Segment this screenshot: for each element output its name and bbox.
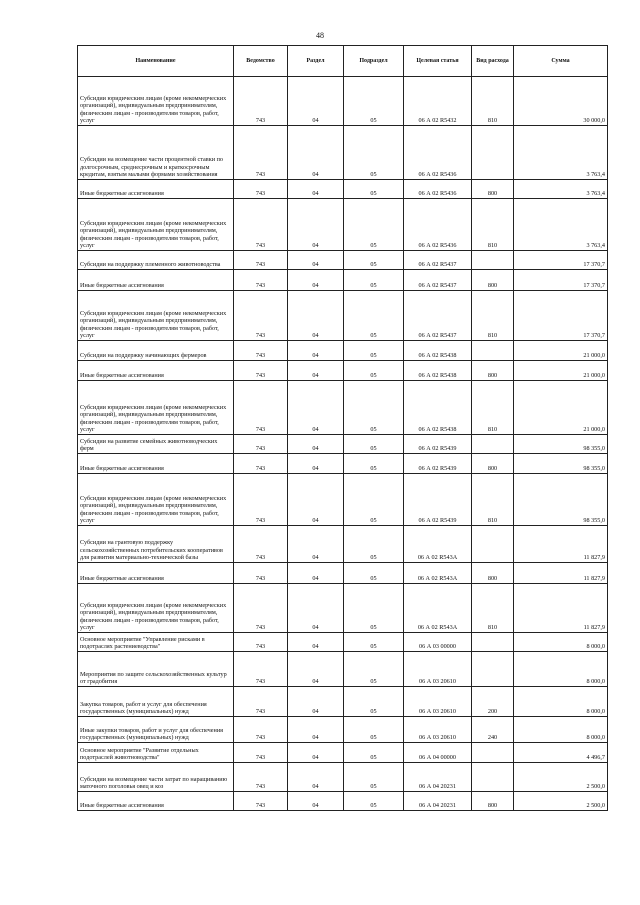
table-row <box>78 792 608 811</box>
cell-subsection: 05 <box>344 763 404 792</box>
cell-amount: 21 000,0 <box>514 361 608 381</box>
cell-amount: 17 370,7 <box>514 291 608 341</box>
cell-amount: 98 355,0 <box>514 435 608 454</box>
cell-section: 04 <box>288 454 344 474</box>
cell-target-item: 06 А 04 00000 <box>404 743 472 763</box>
cell-name: Иные закупки товаров, работ и услуг для обеспечения государственных (муниципальных) нужд <box>78 717 234 743</box>
cell-subsection: 05 <box>344 474 404 526</box>
cell-department: 743 <box>234 270 288 291</box>
cell-subsection: 05 <box>344 381 404 435</box>
table-row <box>78 563 608 584</box>
cell-subsection: 05 <box>344 435 404 454</box>
cell-subsection: 05 <box>344 584 404 633</box>
cell-amount: 11 827,9 <box>514 526 608 563</box>
cell-department: 743 <box>234 474 288 526</box>
cell-section: 04 <box>288 291 344 341</box>
table-row <box>78 361 608 381</box>
cell-amount: 17 370,7 <box>514 251 608 270</box>
cell-name: Иные бюджетные ассигнования <box>78 563 234 584</box>
table-row <box>78 584 608 633</box>
cell-subsection: 05 <box>344 652 404 687</box>
cell-amount: 98 355,0 <box>514 474 608 526</box>
cell-section: 04 <box>288 77 344 126</box>
cell-expense-type: 810 <box>472 474 514 526</box>
cell-section: 04 <box>288 563 344 584</box>
cell-name: Субсидии юридическим лицам (кроме некоммерческих организаций), индивидуальным предпринимателям, физическим лицам - производителям товаров, работ, услуг <box>78 381 234 435</box>
cell-department: 743 <box>234 763 288 792</box>
cell-amount: 8 000,0 <box>514 633 608 652</box>
cell-name: Субсидии на возмещение части процентной ставки по долгосрочным, среднесрочным и краткосрочным кредитам, взятым малыми формами хозяйствования <box>78 126 234 180</box>
cell-department: 743 <box>234 652 288 687</box>
cell-name: Иные бюджетные ассигнования <box>78 180 234 199</box>
budget-table <box>77 45 608 811</box>
table-row <box>78 341 608 361</box>
cell-target-item: 06 А 02 R543A <box>404 563 472 584</box>
cell-name: Иные бюджетные ассигнования <box>78 361 234 381</box>
header-name: Наименование <box>78 46 234 77</box>
cell-name: Субсидии на возмещение части затрат по наращиванию маточного поголовья овец и коз <box>78 763 234 792</box>
cell-department: 743 <box>234 291 288 341</box>
cell-subsection: 05 <box>344 743 404 763</box>
cell-expense-type <box>472 763 514 792</box>
cell-section: 04 <box>288 270 344 291</box>
cell-expense-type: 800 <box>472 792 514 811</box>
header-amount: Сумма <box>514 46 608 77</box>
cell-expense-type: 800 <box>472 270 514 291</box>
cell-amount: 11 827,9 <box>514 563 608 584</box>
cell-target-item: 06 А 03 20610 <box>404 652 472 687</box>
cell-target-item: 06 А 02 R5437 <box>404 251 472 270</box>
cell-subsection: 05 <box>344 563 404 584</box>
header-department: Ведомство <box>234 46 288 77</box>
header-target-item: Целевая статья <box>404 46 472 77</box>
cell-subsection: 05 <box>344 361 404 381</box>
cell-target-item: 06 А 02 R5432 <box>404 77 472 126</box>
cell-department: 743 <box>234 341 288 361</box>
table-row <box>78 291 608 341</box>
cell-amount: 17 370,7 <box>514 270 608 291</box>
cell-section: 04 <box>288 180 344 199</box>
cell-subsection: 05 <box>344 717 404 743</box>
cell-expense-type: 810 <box>472 291 514 341</box>
cell-department: 743 <box>234 77 288 126</box>
cell-section: 04 <box>288 361 344 381</box>
cell-name: Субсидии на поддержку начинающих фермеров <box>78 341 234 361</box>
cell-amount: 11 827,9 <box>514 584 608 633</box>
cell-department: 743 <box>234 717 288 743</box>
cell-expense-type <box>472 633 514 652</box>
table-body <box>78 77 608 811</box>
table-row <box>78 126 608 180</box>
cell-amount: 21 000,0 <box>514 341 608 361</box>
cell-name: Субсидии юридическим лицам (кроме некоммерческих организаций), индивидуальным предпринимателям, физическим лицам - производителям товаров, работ, услуг <box>78 199 234 251</box>
cell-subsection: 05 <box>344 291 404 341</box>
cell-expense-type: 810 <box>472 584 514 633</box>
cell-subsection: 05 <box>344 687 404 717</box>
cell-department: 743 <box>234 584 288 633</box>
cell-section: 04 <box>288 763 344 792</box>
cell-expense-type <box>472 435 514 454</box>
cell-target-item: 06 А 02 R5436 <box>404 180 472 199</box>
cell-name: Иные бюджетные ассигнования <box>78 454 234 474</box>
table-row <box>78 77 608 126</box>
cell-target-item: 06 А 02 R543A <box>404 526 472 563</box>
table-row <box>78 526 608 563</box>
cell-subsection: 05 <box>344 77 404 126</box>
cell-expense-type <box>472 341 514 361</box>
header-expense-type: Вид расхода <box>472 46 514 77</box>
cell-department: 743 <box>234 687 288 717</box>
cell-expense-type <box>472 526 514 563</box>
cell-name: Субсидии юридическим лицам (кроме некоммерческих организаций), индивидуальным предпринимателям, физическим лицам - производителям товаров, работ, услуг <box>78 584 234 633</box>
cell-expense-type: 800 <box>472 180 514 199</box>
table-row <box>78 381 608 435</box>
cell-amount: 8 000,0 <box>514 687 608 717</box>
cell-subsection: 05 <box>344 341 404 361</box>
cell-target-item: 06 А 02 R5438 <box>404 341 472 361</box>
cell-expense-type <box>472 251 514 270</box>
cell-section: 04 <box>288 526 344 563</box>
header-subsection: Подраздел <box>344 46 404 77</box>
cell-department: 743 <box>234 633 288 652</box>
table-row <box>78 474 608 526</box>
cell-department: 743 <box>234 361 288 381</box>
cell-name: Закупка товаров, работ и услуг для обеспечения государственных (муниципальных) нужд <box>78 687 234 717</box>
cell-expense-type: 800 <box>472 454 514 474</box>
cell-expense-type: 800 <box>472 563 514 584</box>
cell-target-item: 06 А 02 R5436 <box>404 199 472 251</box>
cell-subsection: 05 <box>344 180 404 199</box>
cell-target-item: 06 А 02 R5439 <box>404 454 472 474</box>
cell-target-item: 06 А 04 20231 <box>404 792 472 811</box>
table-header-row <box>78 46 608 77</box>
cell-section: 04 <box>288 381 344 435</box>
cell-subsection: 05 <box>344 199 404 251</box>
table-row <box>78 180 608 199</box>
cell-target-item: 06 А 02 R5439 <box>404 474 472 526</box>
cell-name: Субсидии на развитие семейных животноводческих ферм <box>78 435 234 454</box>
cell-amount: 3 763,4 <box>514 126 608 180</box>
table-row <box>78 454 608 474</box>
cell-amount: 98 355,0 <box>514 454 608 474</box>
cell-section: 04 <box>288 792 344 811</box>
cell-name: Иные бюджетные ассигнования <box>78 270 234 291</box>
cell-target-item: 06 А 02 R5438 <box>404 381 472 435</box>
table-row <box>78 435 608 454</box>
cell-amount: 3 763,4 <box>514 180 608 199</box>
cell-section: 04 <box>288 584 344 633</box>
cell-department: 743 <box>234 435 288 454</box>
cell-subsection: 05 <box>344 792 404 811</box>
cell-department: 743 <box>234 180 288 199</box>
cell-name: Субсидии юридическим лицам (кроме некоммерческих организаций), индивидуальным предпринимателям, физическим лицам - производителям товаров, работ, услуг <box>78 77 234 126</box>
cell-section: 04 <box>288 341 344 361</box>
cell-name: Основное мероприятие "Управление рисками в подотраслях растениеводства" <box>78 633 234 652</box>
cell-target-item: 06 А 02 R5437 <box>404 291 472 341</box>
cell-target-item: 06 А 03 20610 <box>404 717 472 743</box>
cell-expense-type: 240 <box>472 717 514 743</box>
cell-target-item: 06 А 02 R5437 <box>404 270 472 291</box>
cell-name: Субсидии на поддержку племенного животноводства <box>78 251 234 270</box>
cell-section: 04 <box>288 251 344 270</box>
cell-department: 743 <box>234 251 288 270</box>
cell-department: 743 <box>234 563 288 584</box>
cell-section: 04 <box>288 633 344 652</box>
cell-name: Основное мероприятие "Развитие отдельных подотраслей животноводства" <box>78 743 234 763</box>
table-row <box>78 633 608 652</box>
cell-section: 04 <box>288 652 344 687</box>
cell-expense-type: 200 <box>472 687 514 717</box>
cell-amount: 2 500,0 <box>514 763 608 792</box>
cell-name: Мероприятия по защите сельскохозяйственных культур от градобития <box>78 652 234 687</box>
cell-section: 04 <box>288 199 344 251</box>
cell-amount: 3 763,4 <box>514 199 608 251</box>
cell-target-item: 06 А 02 R5439 <box>404 435 472 454</box>
cell-subsection: 05 <box>344 526 404 563</box>
cell-name: Субсидии на грантовую поддержку сельскохозяйственных потребительских кооперативов для развития материально-технической базы <box>78 526 234 563</box>
cell-section: 04 <box>288 743 344 763</box>
cell-amount: 8 000,0 <box>514 717 608 743</box>
cell-department: 743 <box>234 526 288 563</box>
cell-target-item: 06 А 03 00000 <box>404 633 472 652</box>
table-row <box>78 270 608 291</box>
table-row <box>78 687 608 717</box>
table-row <box>78 251 608 270</box>
table-row <box>78 717 608 743</box>
table-row <box>78 743 608 763</box>
header-section: Раздел <box>288 46 344 77</box>
cell-department: 743 <box>234 126 288 180</box>
cell-amount: 30 000,0 <box>514 77 608 126</box>
cell-department: 743 <box>234 381 288 435</box>
cell-section: 04 <box>288 126 344 180</box>
cell-amount: 4 496,7 <box>514 743 608 763</box>
cell-section: 04 <box>288 474 344 526</box>
cell-section: 04 <box>288 687 344 717</box>
cell-target-item: 06 А 03 20610 <box>404 687 472 717</box>
cell-name: Субсидии юридическим лицам (кроме некоммерческих организаций), индивидуальным предпринимателям, физическим лицам - производителям товаров, работ, услуг <box>78 474 234 526</box>
cell-department: 743 <box>234 454 288 474</box>
cell-amount: 8 000,0 <box>514 652 608 687</box>
cell-department: 743 <box>234 792 288 811</box>
cell-subsection: 05 <box>344 633 404 652</box>
cell-expense-type <box>472 652 514 687</box>
table-row <box>78 199 608 251</box>
cell-target-item: 06 А 02 R5438 <box>404 361 472 381</box>
cell-expense-type: 810 <box>472 77 514 126</box>
cell-amount: 2 500,0 <box>514 792 608 811</box>
cell-expense-type: 810 <box>472 199 514 251</box>
table-row <box>78 652 608 687</box>
cell-expense-type <box>472 126 514 180</box>
page-number: 48 <box>316 31 324 40</box>
cell-subsection: 05 <box>344 454 404 474</box>
cell-subsection: 05 <box>344 126 404 180</box>
cell-name: Иные бюджетные ассигнования <box>78 792 234 811</box>
cell-target-item: 06 А 02 R543A <box>404 584 472 633</box>
table-row <box>78 763 608 792</box>
cell-subsection: 05 <box>344 251 404 270</box>
cell-section: 04 <box>288 435 344 454</box>
cell-expense-type: 810 <box>472 381 514 435</box>
cell-name: Субсидии юридическим лицам (кроме некоммерческих организаций), индивидуальным предпринимателям, физическим лицам - производителям товаров, работ, услуг <box>78 291 234 341</box>
cell-target-item: 06 А 04 20231 <box>404 763 472 792</box>
cell-section: 04 <box>288 717 344 743</box>
cell-expense-type: 800 <box>472 361 514 381</box>
cell-amount: 21 000,0 <box>514 381 608 435</box>
cell-department: 743 <box>234 199 288 251</box>
cell-subsection: 05 <box>344 270 404 291</box>
cell-department: 743 <box>234 743 288 763</box>
cell-expense-type <box>472 743 514 763</box>
cell-target-item: 06 А 02 R5436 <box>404 126 472 180</box>
